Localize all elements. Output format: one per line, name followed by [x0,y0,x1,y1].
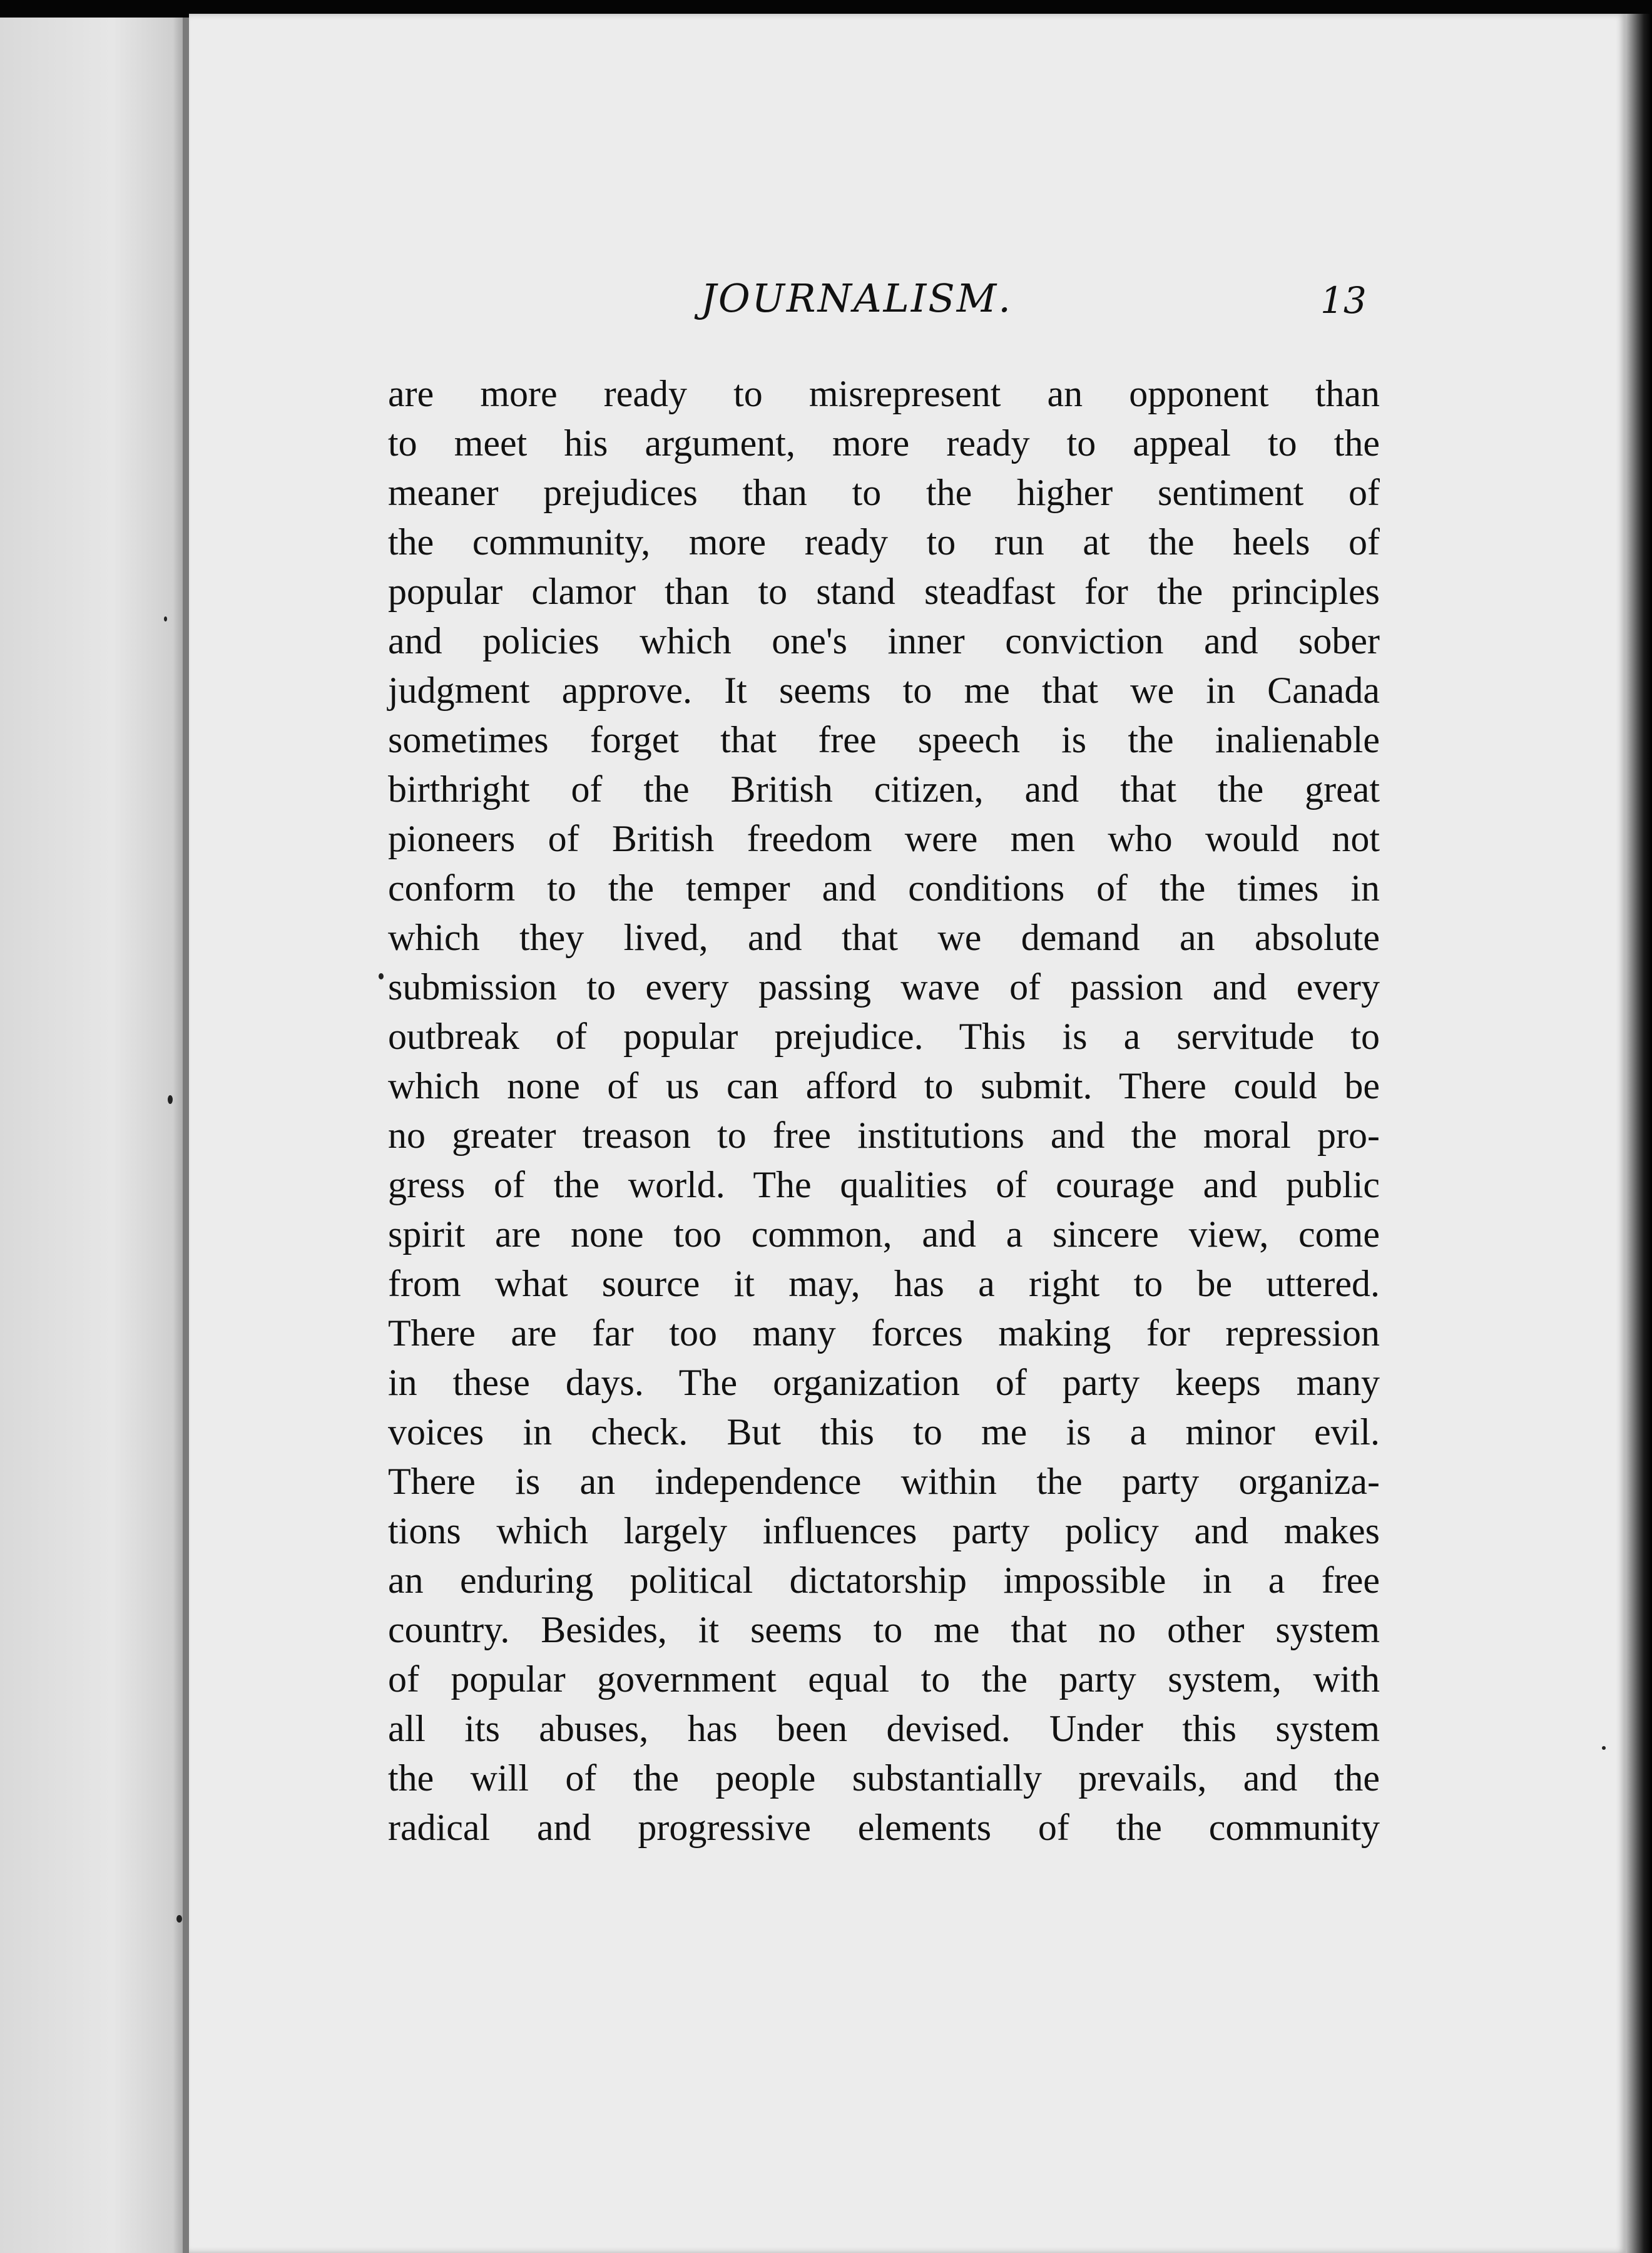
scan-speck [1602,1746,1606,1750]
page-number: 13 [1320,279,1367,322]
text-line: all its abuses, has been devised. Under this system [388,1708,1380,1749]
text-line: birthright of the British citizen, and that the great [388,769,1380,810]
text-line: outbreak of popular prejudice. This is a servitude to [388,1016,1380,1057]
text-line: There is an independence within the party organiza- [388,1461,1380,1502]
text-line: conform to the temper and conditions of the times in [388,867,1380,909]
text-line: There are far too many forces making for repression [388,1312,1380,1354]
scan-speck [164,616,167,621]
text-line: to meet his argument, more ready to appeal to the [388,422,1380,464]
facing-page-edge [0,18,188,2253]
text-line: no greater treason to free institutions and the moral pro- [388,1115,1380,1156]
text-line: an enduring political dictatorship impossible in a free [388,1560,1380,1601]
text-line: of popular government equal to the party system, with [388,1658,1380,1700]
text-line: judgment approve. It seems to me that we in Canada [388,670,1380,711]
text-line: meaner prejudices than to the higher sentiment of [388,472,1380,513]
text-line: submission to every passing wave of passion and every [388,966,1380,1008]
scan-speck [168,1095,173,1104]
text-line: in these days. The organization of party keeps many [388,1362,1380,1403]
text-line: are more ready to misrepresent an opponent than [388,373,1380,414]
text-line: sometimes forget that free speech is the inalienable [388,719,1380,760]
text-line: tions which largely influences party policy and makes [388,1510,1380,1551]
scan-speck [379,973,384,979]
text-line: country. Besides, it seems to me that no other system [388,1609,1380,1650]
text-line: which none of us can afford to submit. There could be [388,1065,1380,1106]
text-line: from what source it may, has a right to be uttered. [388,1263,1380,1304]
running-head: JOURNALISM. [701,275,1012,321]
text-line: popular clamor than to stand steadfast for the principles [388,571,1380,612]
text-line: the will of the people substantially prevails, and the [388,1757,1380,1799]
page-edge-right [1626,14,1652,2253]
text-line: gress of the world. The qualities of courage and public [388,1164,1380,1205]
text-line: voices in check. But this to me is a minor evil. [388,1411,1380,1453]
text-line: spirit are none too common, and a sincere view, come [388,1213,1380,1255]
text-line: the community, more ready to run at the heels of [388,521,1380,563]
text-line: and policies which one's inner conviction and sober [388,620,1380,662]
body-text [388,369,1380,1852]
text-line: radical and progressive elements of the community [388,1807,1380,1848]
text-line: pioneers of British freedom were men who would not [388,818,1380,859]
book-gutter [183,18,189,2253]
text-line: which they lived, and that we demand an absolute [388,917,1380,958]
scan-speck [176,1915,182,1923]
